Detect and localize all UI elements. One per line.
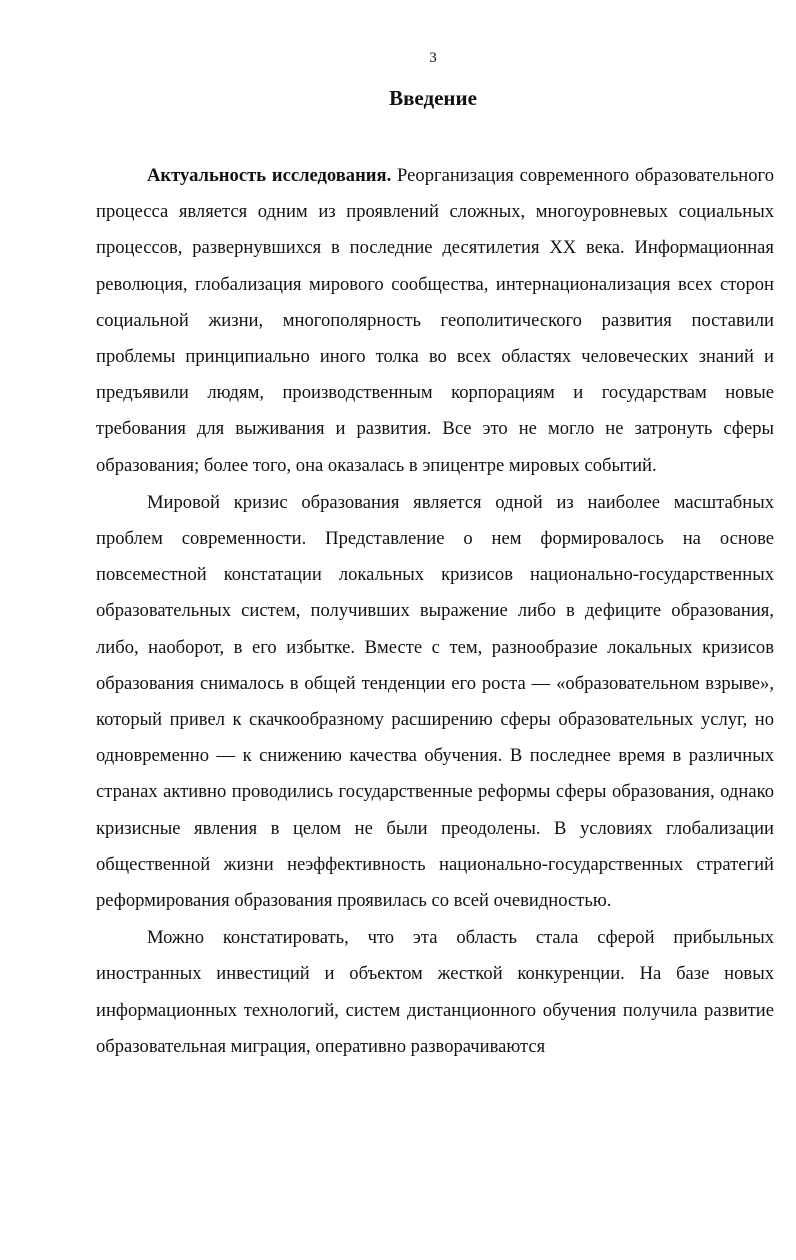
- paragraph-investment: Можно констатировать, что эта область стала сферой прибыльных иностранных инвестиций и объектом жесткой конкуренции. На базе новых информационных технологий, систем дистанционного обучения получила развитие образовательная миграция, оперативно разворачиваются: [96, 927, 774, 1057]
- page-number: 3: [429, 50, 437, 66]
- document-body: [96, 158, 774, 1065]
- page-title: Введение: [389, 86, 477, 110]
- paragraph-crisis: Мировой кризис образования является одной из наиболее масштабных проблем современности. Представление о нем формировалось на основе повсеместной констатации локальных кризисов национально-государственных образовательных систем, получивших выражение либо в дефиците образования, либо, наоборот, в его избытке. Вместе с тем, разнообразие локальных кризисов образования снималось в общей тенденции его роста — «образовательном взрыве», который привел к скачкообразному расширению сферы образовательных услуг, но одновременно — к снижению качества обучения. В последнее время в различных странах активно проводились государственные реформы сферы образования, однако кризисные явления в целом не были преодолены. В условиях глобализации общественной жизни неэффективность национально-государственных стратегий реформирования образования проявилась со всей очевидностью.: [96, 491, 774, 912]
- paragraph-lead: Актуальность исследования.: [147, 165, 392, 186]
- paragraph-text: Реорганизация современного образовательного процесса является одним из проявлений сложных, многоуровневых социальных процессов, развернувшихся в последние десятилетия XX века. Информационная революция, глобализация мирового сообщества, интернационализация всех сторон социальной жизни, многополярность геополитического развития поставили проблемы принципиально иного толка во всех областях человеческих знаний и предъявили людям, производственным корпорациям и государствам новые требования для выживания и развития. Все это не могло не затронуть сферы образования; более того, она оказалась в эпицентре мировых событий.: [96, 165, 775, 476]
- paragraph-relevance: [96, 158, 774, 484]
